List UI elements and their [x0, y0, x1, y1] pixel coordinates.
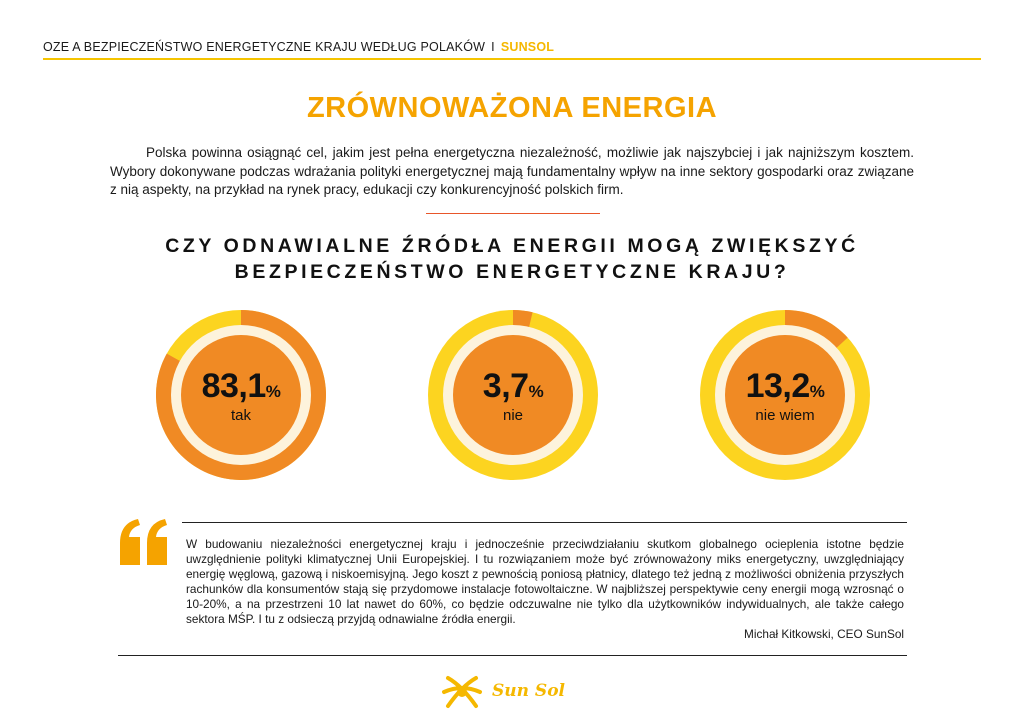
donut-value-number: 83,1 — [201, 367, 266, 405]
donut-label — [146, 367, 336, 424]
donut-value-number: 13,2 — [745, 367, 810, 405]
chart-title-line-2: BEZPIECZEŃSTWO ENERGETYCZNE KRAJU? — [234, 261, 790, 283]
quote-bottom-rule — [118, 655, 907, 656]
donut-value-unit: % — [528, 382, 544, 401]
quote-author: Michał Kitkowski, CEO SunSol — [744, 627, 904, 641]
donut-value — [146, 367, 336, 406]
donut-value — [690, 367, 880, 406]
chart-title — [0, 233, 1024, 285]
header-divider — [43, 58, 981, 60]
section-divider — [426, 213, 600, 214]
donut-label — [690, 367, 880, 424]
logo-text: Sun Sol — [492, 681, 565, 701]
donut-value-number: 3,7 — [482, 367, 529, 405]
sunsol-logo-icon — [440, 672, 484, 712]
donut-category: tak — [230, 407, 251, 424]
quote-mark-icon — [118, 517, 170, 569]
section-title: ZRÓWNOWAŻONA ENERGIA — [306, 92, 718, 124]
donut-chart-nie — [418, 300, 608, 490]
donut-value — [418, 367, 608, 406]
intro-paragraph: Polska powinna osiągnąć cel, jakim jest pełna energetyczna niezależność, możliwie jak najszybciej i jak najniższym kosztem. Wybory dokonywane podczas wdrażania polityki energetycznej mają fundamentalny wpływ na inne sektory gospodarki oraz związane z nią aspekty, na przykład na rynek pracy, edukacji czy konkurencyjność polskich firm. — [110, 145, 914, 197]
donut-value-unit: % — [809, 382, 825, 401]
page-header — [43, 40, 554, 54]
donut-category: nie wiem — [755, 407, 815, 424]
donut-label — [418, 367, 608, 424]
donut-value-unit: % — [265, 382, 281, 401]
quote-top-rule — [182, 522, 907, 523]
header-separator: I — [491, 40, 495, 54]
donut-category: nie — [502, 407, 524, 424]
header-brand: SUNSOL — [500, 40, 555, 54]
header-title: OZE A BEZPIECZEŃSTWO ENERGETYCZNE KRAJU WEDŁUG POLAKÓW — [43, 40, 486, 54]
quote-text: W budowaniu niezależności energetycznej kraju i jednocześnie przeciwdziałaniu skutkom globalnego ocieplenia istotne będzie uwzględnienie polityki klimatycznej Unii Europejskiej. I tu rozwiązaniem może być zrównoważony miks energetyczny, uwzględniający energię węglową, gazową i niskoemisyjną. Jego koszt z pewnością poniosą płatnicy, dlatego też jedną z możliwości obniżenia przyszłych rachunków dla konsumentów stają się przydomowe instalacje fotowoltaiczne. W najbliższej perspektywie ceny energii mogą wzrosnąć o 10-20%, a na przestrzeni 10 lat nawet do 60%, co będzie odczuwalne nie tylko dla użytkowników indywidualnych, ale także całego sektora MŚP. I tu z odsieczą przyjdą odnawialne źródła energii. — [186, 537, 904, 626]
donut-chart-tak — [146, 300, 336, 490]
chart-title-line-1: CZY ODNAWIALNE ŹRÓDŁA ENERGII MOGĄ ZWIĘKSZYĆ — [165, 235, 859, 257]
donut-charts — [0, 300, 1024, 490]
sunsol-logo — [440, 672, 590, 712]
donut-chart-nie-wiem — [690, 300, 880, 490]
